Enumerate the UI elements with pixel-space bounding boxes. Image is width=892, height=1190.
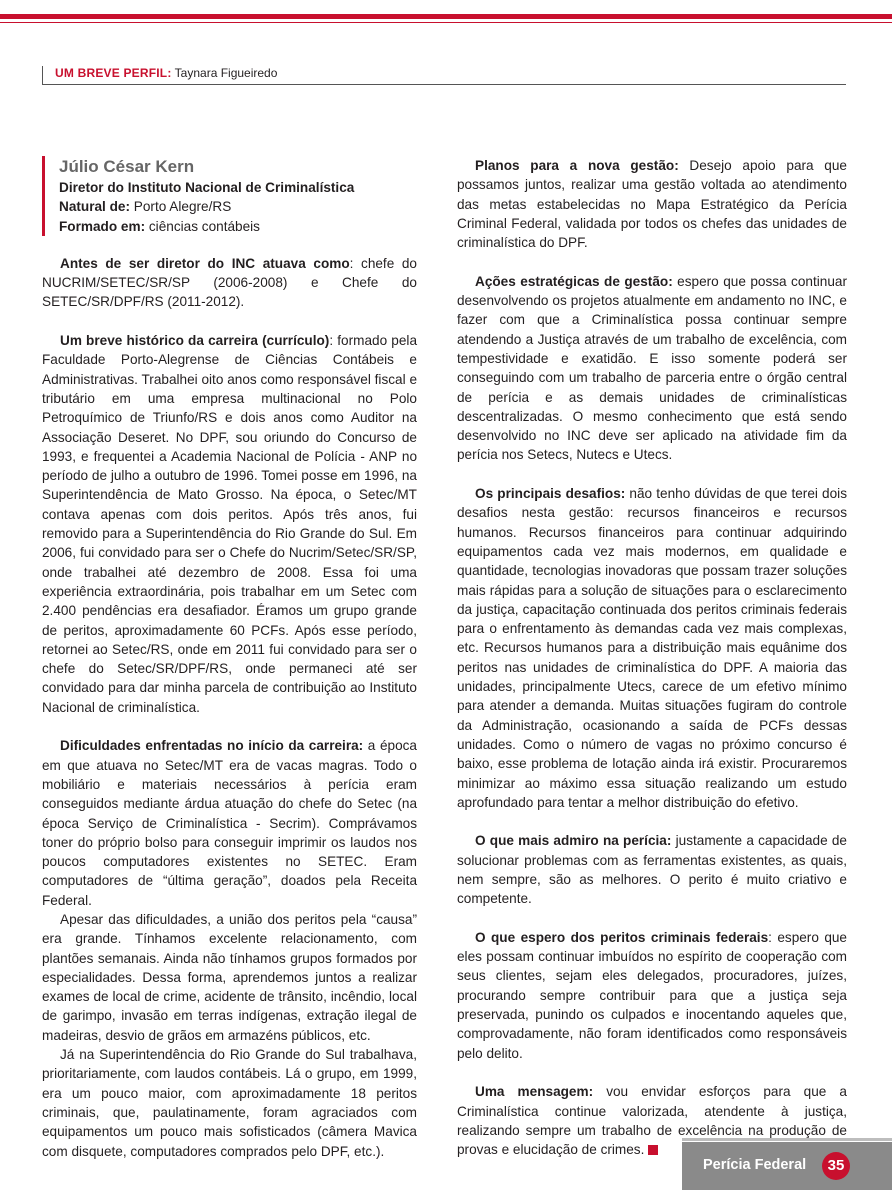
paragraph-text: a época em que atuava no Setec/MT era de vacas magras. Todo o mobiliário e materiais necessários à perícia eram conseguidos mediante árdua atuação do chefe do Setec (na época Serviço de Criminalística - Secrim). Comprávamos toner do próprio bolso para conseguir imprimir os laudos nos poucos computadores existentes no SETEC. Eram computadores de “última geração”, doados pela Receita Federal. (42, 738, 417, 908)
magazine-title: Perícia Federal (703, 1157, 807, 1173)
paragraph-admire (457, 831, 847, 908)
paragraph-text: : formado pela Faculdade Porto-Alegrense de Ciências Contábeis e Administrativas. Trabalhei oito anos como responsável fiscal e tributário em uma empresa multinacional no Polo Petroquímico de Triunfo/RS e dois anos como Auditor na Associação Deseret. No DPF, sou oriundo do Concurso de 1993, e frequentei a Academia Nacional de Polícia - ANP no período de julho a outubro de 1996. Tomei posse em 1996, na Superintendência de Mato Grosso. Na época, o Setec/MT contava apenas com dois peritos. Após três anos, fui removido para a Superintendência do Rio Grande do Sul. Em 2006, fui convidado para ser o Chefe do Nucrim/Setec/SR/SP, onde trabalhei até dezembro de 2008. Essa foi uma experiência extraordinária, pois trabalhar em um Setec com 2.400 pendências era desafiador. Éramos um grupo grande de peritos, aproximadamente 60 PCFs. Após esse período, retornei ao Setec/RS, onde em 2011 fui convidado para ser o chefe do Setec/SR/DPF/RS, onde permaneci até ser convidado para dar minha parcela de contribuição ao Instituto Nacional de criminalística. (42, 333, 418, 715)
degree-label: Formado em: (59, 218, 146, 234)
top-red-rule (0, 14, 892, 19)
paragraph-heading: Uma mensagem: (475, 1084, 594, 1100)
paragraph-heading: Planos para a nova gestão: (475, 158, 679, 173)
paragraph-union: Apesar das dificuldades, a união dos peritos pela “causa” era grande. Tínhamos excelente relacionamento, com plantões semanais. Ainda não tínhamos grupos formados por especialidades. Dessa forma, aprendemos juntos a realizar exames de local de crime, acidente de trânsito, incêndio, local de garimpo, invasão em terras indígenas, extração ilegal de madeiras, desvio de grãos em armazéns públicos, etc. (42, 911, 417, 1043)
profile-name: Júlio César Kern (59, 157, 195, 176)
birth-label: Natural de: (59, 199, 131, 215)
paragraph-rs: Já na Superintendência do Rio Grande do Sul trabalhava, prioritariamente, com laudos contábeis. Lá o grupo, em 1999, era um pouco maior, com aproximadamente 18 peritos criminais, que, paulatinamente, foram agraciados com equipamentos um pouco mais sofisticados (câmera Mavica com disquete, computadores comprados pelo DPF, etc.). (42, 1047, 417, 1159)
paragraph-career (42, 331, 417, 717)
section-header (42, 66, 277, 84)
end-mark-icon (648, 1145, 658, 1155)
paragraph-text: vou envidar esforços para que a Criminalística continue valorizada, atendente à justiça, realizando sempre um trabalho de excelência na produção de provas e elucidação de crimes. (457, 1084, 847, 1158)
paragraph-previous-role (42, 254, 417, 312)
paragraph-actions (457, 272, 847, 465)
left-column (42, 156, 417, 1161)
profile-birth (59, 197, 417, 216)
paragraph-challenges (457, 484, 847, 812)
paragraph-heading: O que espero dos peritos criminais federais (475, 929, 769, 945)
degree-value: ciências contábeis (145, 218, 260, 234)
paragraph-heading: Ações estratégicas de gestão: (475, 273, 673, 289)
paragraph-heading: Os principais desafios: (475, 486, 626, 502)
header-rule (42, 84, 846, 85)
paragraph-expect (457, 928, 847, 1063)
footer-accent (682, 1138, 892, 1141)
right-column (457, 156, 847, 1159)
paragraph-text: não tenho dúvidas de que terei dois desafios nesta gestão: recursos financeiros e recursos humanos. Recursos financeiros para continuar adquirindo equipamentos cada vez mais modernos, em qualidade e quantidade, tecnologias inovadoras que possam trazer soluções mais rápidas para a solução de situações para o esclarecimento da justiça, capacitação continuada dos peritos criminais federais para o enfrentamento às demandas cada vez mais complexas, etc. Recursos humanos para a distribuição mais equânime dos peritos nas unidades de criminalística do DPF. A maioria das unidades, principalmente Utecs, carece de um efetivo mínimo para atender a demanda. Muitas situações fugiram do controle da Administração, ocasionando a saída de PCFs dessas unidades. Como o número de vagas no próximo concurso é baixo, esse problema de lotação ainda irá existir. Procuraremos minimizar ao máximo essa situação realizando um estudo aprofundado para tentar a melhor distribuição do efetivo. (457, 486, 847, 810)
author-name: Taynara Figueiredo (174, 66, 278, 80)
section-label: UM BREVE PERFIL: (55, 66, 172, 80)
birth-value: Porto Alegre/RS (130, 199, 232, 215)
profile-role: Diretor do Instituto Nacional de Criminalística (59, 180, 355, 195)
paragraph-text: : chefe do NUCRIM/SETEC/SR/SP (2006-2008) e Chefe do SETEC/SR/DPF/RS (2011-2012). (42, 255, 417, 310)
paragraph-text: justamente a capacidade de solucionar problemas com as ferramentas existentes, as quais, nem sempre, são as melhores. O perito é muito criativo e competente. (457, 833, 847, 907)
paragraph-text: espero que possa continuar desenvolvendo os projetos atualmente em andamento no INC, e fazer com que a Criminalística possa continuar sempre atendendo a Justiça através de um trabalho de excelência, com tempestividade e exatidão. E isso somente poderá ser conseguindo com um trabalho de parceria entre o órgão central de perícia e as demais unidades de criminalísticas descentralizadas. O mesmo conhecimento que está sendo desenvolvido no INC deve ser aplicado na atividade fim da perícia nos Setecs, Nutecs e Utecs. (457, 273, 847, 463)
profile-degree (59, 217, 417, 236)
paragraph-plans (457, 156, 847, 252)
profile-box (42, 156, 417, 236)
page-number: 35 (822, 1152, 850, 1180)
paragraph-heading: Dificuldades enfrentadas no início da carreira: (60, 738, 364, 754)
paragraph-text: : espero que eles possam continuar imbuídos no espírito de cooperação com seus clientes, sejam eles delegados, procuradores, juízes, procurando sempre contribuir para que a justiça seja preservada, punindo os culpados e inocentando aqueles que, comprovadamente, não foram identificados como responsáveis pelo delito. (457, 929, 847, 1061)
paragraph-heading: O que mais admiro na perícia: (475, 833, 672, 849)
paragraph-heading: Um breve histórico da carreira (currículo) (60, 333, 330, 349)
top-thin-rule (0, 22, 892, 23)
paragraph-difficulties (42, 736, 417, 910)
paragraph-heading: Antes de ser diretor do INC atuava como (60, 255, 350, 271)
paragraph-text: Desejo apoio para que possamos juntos, realizar uma gestão voltada ao atendimento das metas estabelecidas no Mapa Estratégico da Perícia Criminal Federal, validada por todos os chefes das unidades de criminalística do DPF. (457, 158, 847, 251)
